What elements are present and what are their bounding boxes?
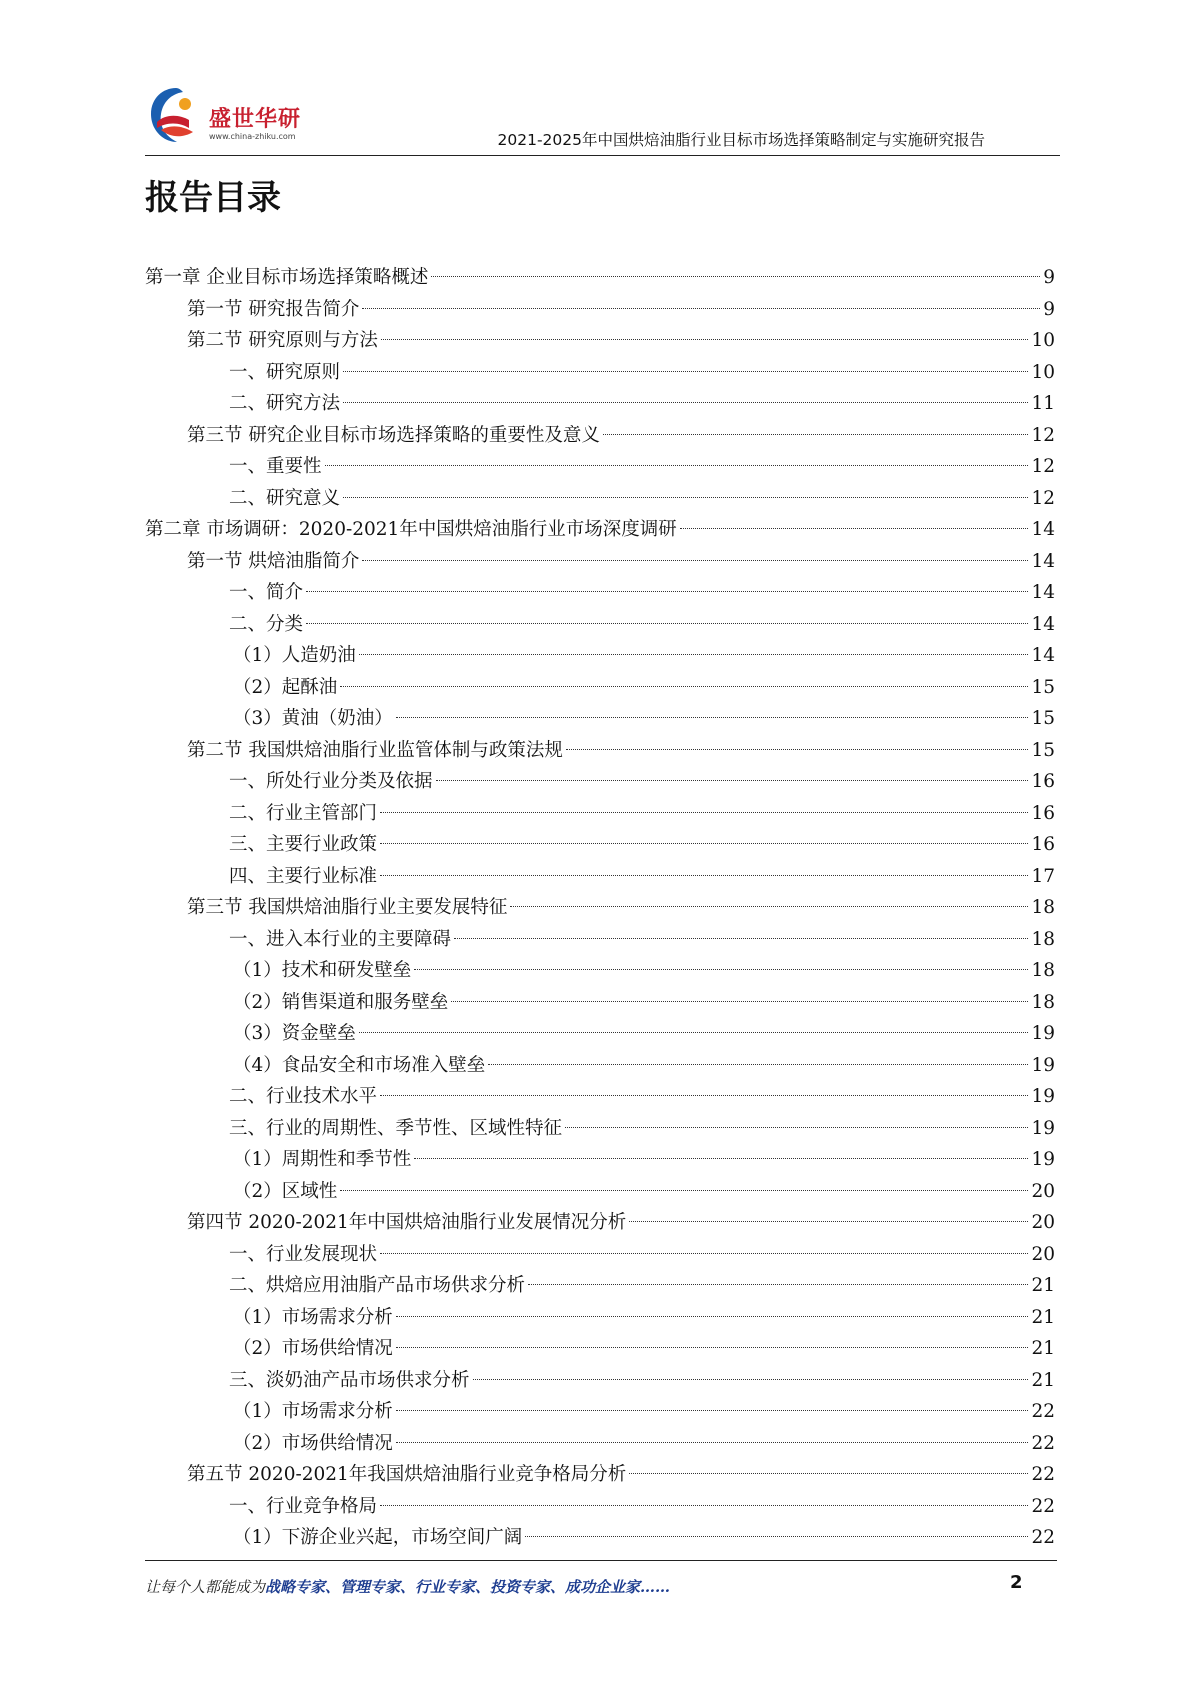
toc-entry-page: 20 <box>1031 1212 1055 1233</box>
toc-entry-page: 22 <box>1031 1464 1055 1485</box>
toc-entry[interactable] <box>145 955 1055 987</box>
toc-dot-leader <box>359 1032 1029 1033</box>
toc-entry-title: 第三节 我国烘焙油脂行业主要发展特征 <box>187 897 508 918</box>
toc-dot-leader <box>565 1127 1028 1128</box>
toc-entry-page: 22 <box>1031 1527 1055 1548</box>
toc-entry[interactable] <box>145 294 1055 326</box>
toc-dot-leader <box>680 528 1029 529</box>
toc-dot-leader <box>396 717 1029 718</box>
toc-entry-page: 21 <box>1031 1275 1055 1296</box>
toc-entry-title: 四、主要行业标准 <box>229 865 378 887</box>
page-title: 报告目录 <box>145 178 281 218</box>
toc-entry-title: 一、行业发展现状 <box>229 1243 378 1265</box>
toc-entry-page: 10 <box>1031 361 1055 383</box>
toc-entry-page: 17 <box>1031 865 1055 887</box>
toc-entry[interactable] <box>145 892 1055 924</box>
toc-entry[interactable] <box>145 1050 1055 1082</box>
toc-dot-leader <box>362 308 1040 309</box>
toc-entry[interactable] <box>145 451 1055 483</box>
toc-entry-page: 12 <box>1031 424 1055 446</box>
toc-dot-leader <box>325 465 1029 466</box>
toc-entry[interactable] <box>145 672 1055 704</box>
table-of-contents <box>145 262 1055 1554</box>
toc-entry[interactable] <box>145 1333 1055 1365</box>
toc-entry[interactable] <box>145 514 1055 546</box>
toc-entry-page: 18 <box>1031 991 1055 1013</box>
toc-dot-leader <box>396 1410 1029 1411</box>
toc-entry-page: 21 <box>1031 1338 1055 1359</box>
toc-entry[interactable] <box>145 1176 1055 1208</box>
toc-entry[interactable] <box>145 609 1055 641</box>
page-header <box>145 80 1060 158</box>
toc-entry[interactable] <box>145 987 1055 1019</box>
toc-entry[interactable] <box>145 546 1055 578</box>
toc-dot-leader <box>380 1095 1028 1096</box>
toc-entry-page: 16 <box>1031 834 1055 855</box>
toc-entry-title: 三、主要行业政策 <box>229 834 378 855</box>
toc-entry-page: 22 <box>1031 1401 1055 1422</box>
toc-entry-title: 三、行业的周期性、季节性、区域性特征 <box>229 1117 563 1139</box>
toc-entry[interactable] <box>145 262 1055 294</box>
toc-entry[interactable] <box>145 798 1055 830</box>
toc-entry[interactable] <box>145 1302 1055 1334</box>
toc-dot-leader <box>340 686 1028 687</box>
toc-dot-leader <box>343 497 1028 498</box>
toc-entry-title: （2）起酥油 <box>233 676 338 698</box>
toc-dot-leader <box>381 339 1029 340</box>
toc-entry-title: 二、研究意义 <box>229 487 341 509</box>
toc-dot-leader <box>343 371 1028 372</box>
toc-dot-leader <box>396 1347 1029 1348</box>
toc-entry-title: 一、简介 <box>229 582 304 603</box>
toc-entry[interactable] <box>145 420 1055 452</box>
toc-dot-leader <box>380 875 1028 876</box>
toc-entry-title: 第二节 研究原则与方法 <box>187 330 378 351</box>
toc-entry-page: 15 <box>1031 739 1055 761</box>
toc-entry-title: 第一节 研究报告简介 <box>187 298 360 320</box>
toc-dot-leader <box>380 1253 1028 1254</box>
toc-entry[interactable] <box>145 735 1055 767</box>
toc-entry-page: 10 <box>1031 330 1055 351</box>
toc-dot-leader <box>396 1442 1029 1443</box>
toc-dot-leader <box>380 843 1028 844</box>
toc-entry-page: 22 <box>1031 1495 1055 1517</box>
toc-entry[interactable] <box>145 1396 1055 1428</box>
toc-entry-page: 19 <box>1031 1054 1055 1076</box>
toc-entry-title: （4）食品安全和市场准入壁垒 <box>233 1054 486 1076</box>
toc-entry-page: 21 <box>1031 1306 1055 1328</box>
toc-entry[interactable] <box>145 1428 1055 1460</box>
toc-entry-page: 21 <box>1031 1369 1055 1391</box>
toc-entry-title: 第二节 我国烘焙油脂行业监管体制与政策法规 <box>187 739 563 761</box>
toc-entry-page: 15 <box>1031 708 1055 729</box>
toc-entry-title: （1）周期性和季节性 <box>233 1149 412 1170</box>
toc-dot-leader <box>525 1536 1028 1537</box>
toc-entry-title: （3）黄油（奶油） <box>233 708 393 729</box>
toc-entry-page: 15 <box>1031 676 1055 698</box>
toc-entry-title: 一、重要性 <box>229 456 322 477</box>
toc-entry[interactable] <box>145 1207 1055 1239</box>
toc-entry-page: 20 <box>1031 1243 1055 1265</box>
toc-dot-leader <box>488 1064 1028 1065</box>
toc-entry-title: 三、淡奶油产品市场供求分析 <box>229 1369 470 1391</box>
footer-slogan <box>145 1576 670 1597</box>
toc-dot-leader <box>528 1284 1028 1285</box>
toc-dot-leader <box>414 969 1028 970</box>
toc-entry[interactable] <box>145 1081 1055 1113</box>
toc-entry[interactable] <box>145 703 1055 735</box>
toc-entry-title: 二、行业技术水平 <box>229 1086 378 1107</box>
toc-entry-page: 19 <box>1031 1086 1055 1107</box>
toc-entry-title: 第一章 企业目标市场选择策略概述 <box>145 267 429 288</box>
toc-dot-leader <box>340 1190 1028 1191</box>
toc-entry[interactable] <box>145 829 1055 861</box>
toc-entry[interactable] <box>145 1491 1055 1523</box>
toc-entry-title: （1）下游企业兴起，市场空间广阔 <box>233 1527 523 1548</box>
toc-entry[interactable] <box>145 1239 1055 1271</box>
toc-entry[interactable] <box>145 1018 1055 1050</box>
toc-entry-page: 14 <box>1031 645 1055 666</box>
toc-entry-page: 22 <box>1031 1432 1055 1454</box>
toc-entry[interactable] <box>145 1144 1055 1176</box>
toc-entry-page: 20 <box>1031 1180 1055 1202</box>
toc-entry-title: 一、行业竞争格局 <box>229 1495 378 1517</box>
toc-entry[interactable] <box>145 1113 1055 1145</box>
toc-entry-title: （2）市场供给情况 <box>233 1432 393 1454</box>
toc-entry-title: 二、烘焙应用油脂产品市场供求分析 <box>229 1275 526 1296</box>
toc-entry[interactable] <box>145 483 1055 515</box>
logo-text: 盛世华研 <box>209 107 302 132</box>
toc-entry-page: 16 <box>1031 771 1055 792</box>
toc-dot-leader <box>436 780 1029 781</box>
toc-dot-leader <box>396 1316 1029 1317</box>
toc-dot-leader <box>380 812 1028 813</box>
toc-entry-title: 第三节 研究企业目标市场选择策略的重要性及意义 <box>187 424 600 446</box>
toc-dot-leader <box>566 749 1029 750</box>
toc-entry-page: 18 <box>1031 897 1055 918</box>
toc-entry-page: 14 <box>1031 613 1055 635</box>
toc-dot-leader <box>343 402 1028 403</box>
toc-entry[interactable] <box>145 640 1055 672</box>
toc-entry-page: 11 <box>1031 393 1055 414</box>
toc-entry-title: 二、分类 <box>229 613 304 635</box>
toc-dot-leader <box>451 1001 1028 1002</box>
toc-entry[interactable] <box>145 1459 1055 1491</box>
toc-entry-title: （3）资金壁垒 <box>233 1023 356 1044</box>
toc-entry-title: 二、研究方法 <box>229 393 341 414</box>
logo-url: www.china-zhiku.com <box>209 132 296 141</box>
toc-entry-title: （1）技术和研发壁垒 <box>233 960 412 981</box>
toc-entry-page: 19 <box>1031 1149 1055 1170</box>
footer-slogan-prefix: 让每个人都能成为 <box>145 1578 266 1596</box>
toc-entry-title: 一、研究原则 <box>229 361 341 383</box>
toc-dot-leader <box>362 560 1028 561</box>
toc-entry-title: 第五节 2020-2021年我国烘焙油脂行业竞争格局分析 <box>187 1464 627 1485</box>
toc-entry[interactable] <box>145 1270 1055 1302</box>
toc-entry-page: 9 <box>1043 298 1055 320</box>
toc-entry[interactable] <box>145 766 1055 798</box>
toc-entry[interactable] <box>145 577 1055 609</box>
toc-entry-title: 一、所处行业分类及依据 <box>229 771 433 792</box>
toc-entry-title: 二、行业主管部门 <box>229 802 378 824</box>
toc-dot-leader <box>380 1505 1028 1506</box>
toc-entry-title: （2）市场供给情况 <box>233 1338 393 1359</box>
toc-entry-title: 一、进入本行业的主要障碍 <box>229 928 452 950</box>
toc-entry-title: 第四节 2020-2021年中国烘焙油脂行业发展情况分析 <box>187 1212 627 1233</box>
toc-dot-leader <box>603 434 1029 435</box>
toc-entry-page: 14 <box>1031 519 1055 540</box>
toc-dot-leader <box>306 591 1028 592</box>
toc-entry[interactable] <box>145 1365 1055 1397</box>
toc-entry-page: 14 <box>1031 582 1055 603</box>
toc-entry-page: 14 <box>1031 550 1055 572</box>
toc-entry[interactable] <box>145 388 1055 420</box>
toc-dot-leader <box>473 1379 1029 1380</box>
toc-entry-title: （1）人造奶油 <box>233 645 356 666</box>
toc-entry-title: （2）销售渠道和服务壁垒 <box>233 991 449 1013</box>
logo-icon <box>145 84 207 146</box>
toc-entry[interactable] <box>145 357 1055 389</box>
toc-entry-page: 16 <box>1031 802 1055 824</box>
toc-entry-title: 第一节 烘焙油脂简介 <box>187 550 360 572</box>
toc-dot-leader <box>629 1473 1028 1474</box>
toc-entry-page: 18 <box>1031 960 1055 981</box>
toc-entry-page: 19 <box>1031 1023 1055 1044</box>
toc-dot-leader <box>414 1158 1028 1159</box>
toc-entry-page: 12 <box>1031 456 1055 477</box>
toc-entry[interactable] <box>145 1522 1055 1554</box>
report-title: 2021-2025年中国烘焙油脂行业目标市场选择策略制定与实施研究报告 <box>497 131 985 149</box>
toc-entry[interactable] <box>145 861 1055 893</box>
footer-divider <box>145 1560 1057 1561</box>
toc-entry-page: 18 <box>1031 928 1055 950</box>
toc-entry-title: （1）市场需求分析 <box>233 1401 393 1422</box>
toc-dot-leader <box>454 938 1028 939</box>
page-number: 2 <box>1010 1572 1023 1593</box>
header-divider <box>145 155 1060 156</box>
toc-entry[interactable] <box>145 325 1055 357</box>
toc-entry-page: 12 <box>1031 487 1055 509</box>
toc-entry[interactable] <box>145 924 1055 956</box>
footer-slogan-highlight: 战略专家、管理专家、行业专家、投资专家、成功企业家…… <box>265 1578 671 1596</box>
toc-dot-leader <box>629 1221 1028 1222</box>
toc-dot-leader <box>306 623 1028 624</box>
toc-entry-page: 9 <box>1043 267 1055 288</box>
toc-entry-title: （1）市场需求分析 <box>233 1306 393 1328</box>
toc-entry-page: 19 <box>1031 1117 1055 1139</box>
toc-entry-title: （2）区域性 <box>233 1180 338 1202</box>
toc-dot-leader <box>510 906 1028 907</box>
toc-entry-title: 第二章 市场调研：2020-2021年中国烘焙油脂行业市场深度调研 <box>145 519 677 540</box>
toc-dot-leader <box>431 276 1040 277</box>
toc-dot-leader <box>359 654 1029 655</box>
